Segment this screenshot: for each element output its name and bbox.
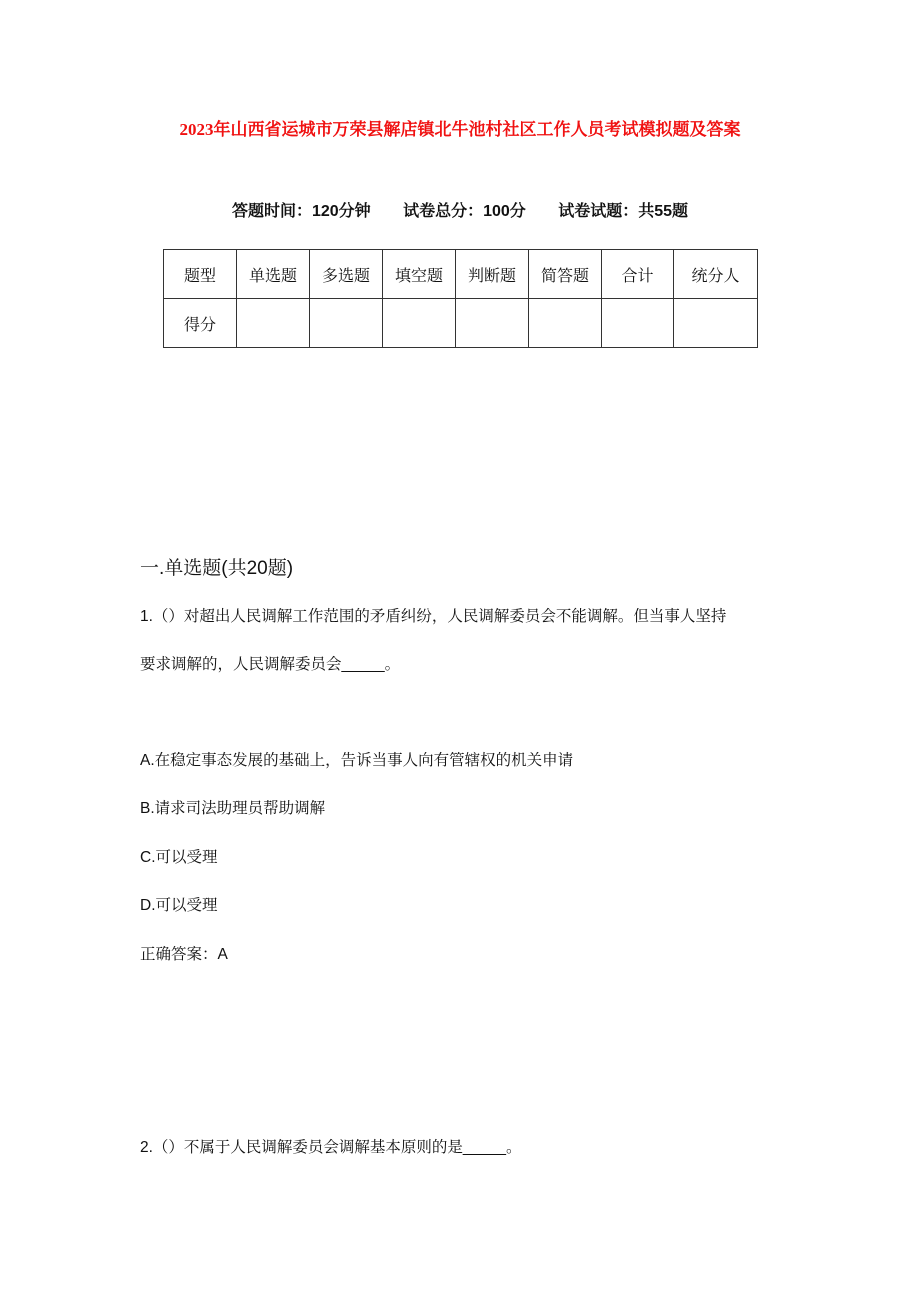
exam-total-score: 试卷总分：100分: [403, 203, 526, 220]
question-1-text-cont: 要求调解的，人民调解委员会_____。: [140, 656, 401, 673]
option-a: A.在稳定事态发展的基础上，告诉当事人向有管辖权的机关申请: [140, 752, 574, 769]
score-cell: [310, 299, 383, 348]
score-cell: [674, 299, 758, 348]
option-d: D.可以受理: [140, 897, 218, 914]
question-2-text: 2.（）不属于人民调解委员会调解基本原则的是_____。: [140, 1139, 522, 1156]
table-header: 统分人: [674, 250, 758, 299]
table-row: [164, 299, 758, 348]
option-b: B.请求司法助理员帮助调解: [140, 800, 326, 817]
row-label: 得分: [164, 299, 237, 348]
table-header: 单选题: [237, 250, 310, 299]
table-header: 填空题: [383, 250, 456, 299]
table-header: 判断题: [456, 250, 529, 299]
score-table: [163, 249, 758, 348]
exam-time: 答题时间：120分钟: [231, 203, 371, 220]
score-cell: [529, 299, 602, 348]
score-cell: [602, 299, 674, 348]
table-header: 多选题: [310, 250, 383, 299]
table-header-row: [164, 250, 758, 299]
option-c: C.可以受理: [140, 849, 218, 866]
section-heading: 一.单选题(共20题): [140, 558, 294, 579]
answer: 正确答案：A: [140, 946, 228, 963]
score-cell: [456, 299, 529, 348]
question-1-text: 1.（）对超出人民调解工作范围的矛盾纠纷，人民调解委员会不能调解。但当事人坚持: [140, 608, 727, 625]
score-cell: [383, 299, 456, 348]
exam-question-count: 试卷试题：共55题: [558, 203, 689, 220]
table-header: 题型: [164, 250, 237, 299]
score-cell: [237, 299, 310, 348]
exam-info: [0, 198, 920, 221]
document-title: 2023年山西省运城市万荣县解店镇北牛池村社区工作人员考试模拟题及答案: [179, 120, 741, 139]
table-header: 合计: [602, 250, 674, 299]
table-header: 简答题: [529, 250, 602, 299]
